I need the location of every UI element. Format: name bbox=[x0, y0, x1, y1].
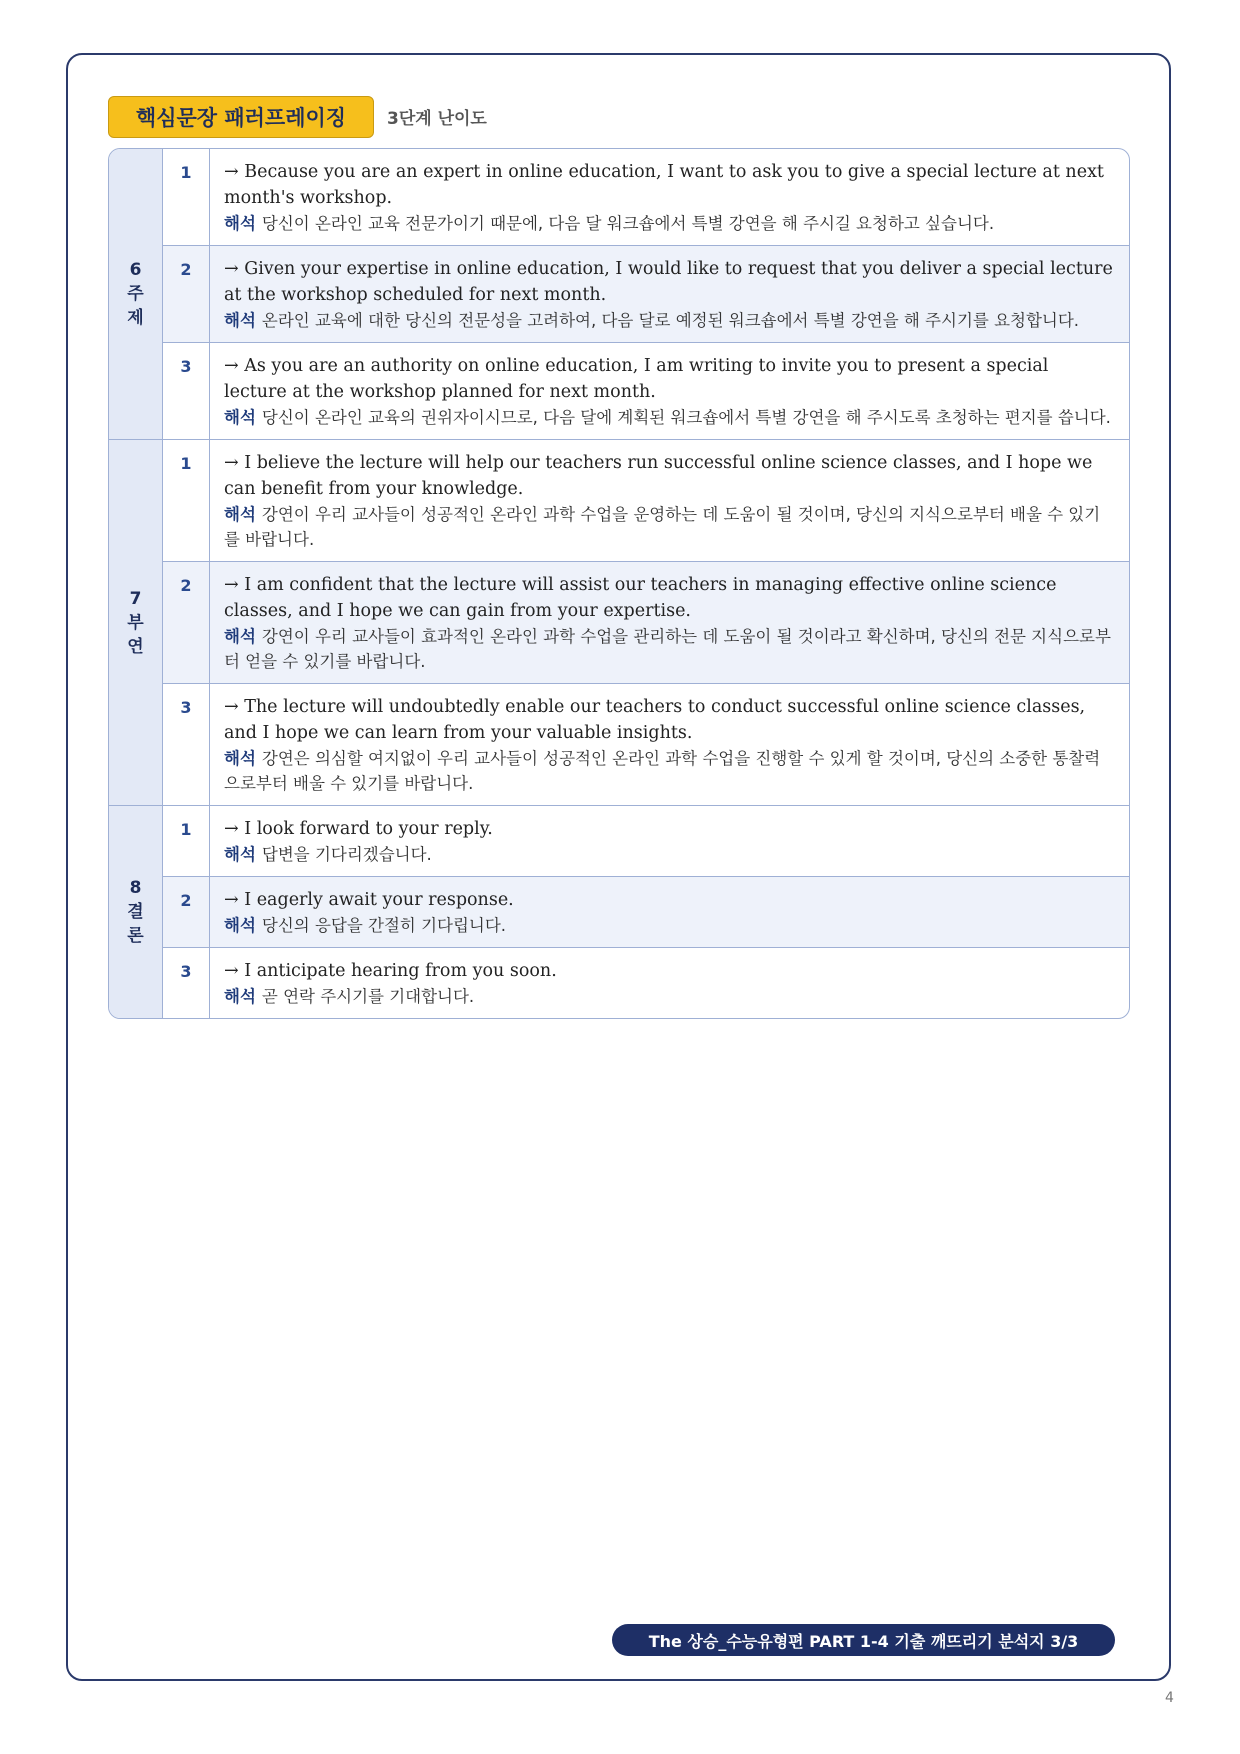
row-number: 1 bbox=[163, 440, 210, 562]
section-label bbox=[109, 149, 163, 440]
section-name-char: 결 bbox=[127, 902, 144, 922]
row-content bbox=[210, 440, 1130, 562]
english-paraphrase: → I am confident that the lecture will assist our teachers in managing effective online science classes, and I hope we can gain from your expertise. bbox=[224, 575, 1057, 621]
row-content bbox=[210, 343, 1130, 440]
translation-text: 답변을 기다리겠습니다. bbox=[261, 845, 432, 864]
difficulty-label: 3단계 난이도 bbox=[387, 109, 487, 129]
row-number: 3 bbox=[163, 684, 210, 806]
translation-label: 해석 bbox=[224, 627, 256, 646]
footer-title: The 상승_수능유형편 PART 1-4 기출 깨뜨리기 분석지 3/3 bbox=[612, 1624, 1115, 1656]
translation-text: 강연이 우리 교사들이 효과적인 온라인 과학 수업을 관리하는 데 도움이 될 것이라고 확신하며, 당신의 전문 지식으로부터 얻을 수 있기를 바랍니다. bbox=[224, 627, 1111, 671]
english-paraphrase: → I eagerly await your response. bbox=[224, 890, 514, 910]
english-paraphrase: → Given your expertise in online education, I would like to request that you deliver a special lecture at the workshop scheduled for next month. bbox=[224, 259, 1113, 305]
korean-translation bbox=[224, 842, 1115, 867]
korean-translation bbox=[224, 308, 1115, 333]
section-number: 6 bbox=[129, 260, 142, 280]
translation-label: 해석 bbox=[224, 311, 256, 330]
paraphrase-table bbox=[108, 148, 1130, 1019]
translation-label: 해석 bbox=[224, 505, 256, 524]
translation-label: 해석 bbox=[224, 845, 256, 864]
korean-translation bbox=[224, 211, 1115, 236]
row-number: 2 bbox=[163, 562, 210, 684]
korean-translation bbox=[224, 746, 1115, 796]
row-content bbox=[210, 562, 1130, 684]
section-number: 7 bbox=[129, 588, 142, 609]
table-row bbox=[109, 684, 1129, 806]
table-row bbox=[109, 877, 1129, 948]
translation-label: 해석 bbox=[224, 214, 256, 233]
korean-translation bbox=[224, 984, 1115, 1009]
row-number: 2 bbox=[163, 877, 210, 948]
translation-text: 당신이 온라인 교육 전문가이기 때문에, 다음 달 워크숍에서 특별 강연을 해 주시길 요청하고 싶습니다. bbox=[261, 214, 995, 233]
korean-translation bbox=[224, 624, 1115, 674]
korean-translation bbox=[224, 913, 1115, 938]
translation-text: 온라인 교육에 대한 당신의 전문성을 고려하여, 다음 달로 예정된 워크숍에서 특별 강연을 해 주시기를 요청합니다. bbox=[261, 311, 1080, 330]
english-paraphrase: → As you are an authority on online education, I am writing to invite you to present a special lecture at the workshop planned for next month. bbox=[224, 356, 1049, 402]
section-name-char: 부 bbox=[127, 612, 144, 633]
section-label bbox=[109, 440, 163, 806]
section-title-badge: 핵심문장 패러프레이징 bbox=[108, 96, 374, 138]
translation-label: 해석 bbox=[224, 408, 256, 427]
table-row bbox=[109, 806, 1129, 877]
translation-text: 곧 연락 주시기를 기대합니다. bbox=[261, 987, 475, 1006]
row-number: 3 bbox=[163, 343, 210, 440]
row-number: 2 bbox=[163, 246, 210, 343]
korean-translation bbox=[224, 502, 1115, 552]
row-content bbox=[210, 806, 1130, 877]
row-content bbox=[210, 246, 1130, 343]
section-number: 8 bbox=[129, 878, 142, 898]
translation-text: 강연이 우리 교사들이 성공적인 온라인 과학 수업을 운영하는 데 도움이 될 것이며, 당신의 지식으로부터 배울 수 있기를 바랍니다. bbox=[224, 505, 1101, 549]
translation-text: 당신의 응답을 간절히 기다립니다. bbox=[261, 916, 507, 935]
section-name-char: 주 bbox=[127, 284, 144, 304]
translation-label: 해석 bbox=[224, 987, 256, 1006]
section-label bbox=[109, 806, 163, 1019]
row-number: 1 bbox=[163, 806, 210, 877]
translation-text: 강연은 의심할 여지없이 우리 교사들이 성공적인 온라인 과학 수업을 진행할 수 있게 할 것이며, 당신의 소중한 통찰력으로부터 배울 수 있기를 바랍니다. bbox=[224, 749, 1101, 793]
table-row bbox=[109, 343, 1129, 440]
english-paraphrase: → I anticipate hearing from you soon. bbox=[224, 961, 557, 981]
row-number: 1 bbox=[163, 149, 210, 246]
table-row bbox=[109, 562, 1129, 684]
table-row bbox=[109, 149, 1129, 246]
translation-text: 당신이 온라인 교육의 권위자이시므로, 다음 달에 계획된 워크숍에서 특별 강연을 해 주시도록 초청하는 편지를 씁니다. bbox=[261, 408, 1111, 427]
page-number: 4 bbox=[1165, 1690, 1174, 1706]
english-paraphrase: → Because you are an expert in online education, I want to ask you to give a special lecture at next month's workshop. bbox=[224, 162, 1104, 208]
row-content bbox=[210, 149, 1130, 246]
table-row bbox=[109, 246, 1129, 343]
row-content bbox=[210, 948, 1130, 1019]
english-paraphrase: → I look forward to your reply. bbox=[224, 819, 493, 839]
table-row bbox=[109, 948, 1129, 1019]
section-name-char: 론 bbox=[127, 926, 144, 946]
translation-label: 해석 bbox=[224, 916, 256, 935]
row-content bbox=[210, 684, 1130, 806]
korean-translation bbox=[224, 405, 1115, 430]
english-paraphrase: → The lecture will undoubtedly enable our teachers to conduct successful online science classes, and I hope we can learn from your valuable insights. bbox=[224, 697, 1086, 743]
row-number: 3 bbox=[163, 948, 210, 1019]
translation-label: 해석 bbox=[224, 749, 256, 768]
table-row bbox=[109, 440, 1129, 562]
section-name-char: 제 bbox=[127, 308, 144, 328]
english-paraphrase: → I believe the lecture will help our teachers run successful online science classes, and I hope we can benefit from your knowledge. bbox=[224, 453, 1093, 499]
row-content bbox=[210, 877, 1130, 948]
section-name-char: 연 bbox=[127, 636, 144, 657]
